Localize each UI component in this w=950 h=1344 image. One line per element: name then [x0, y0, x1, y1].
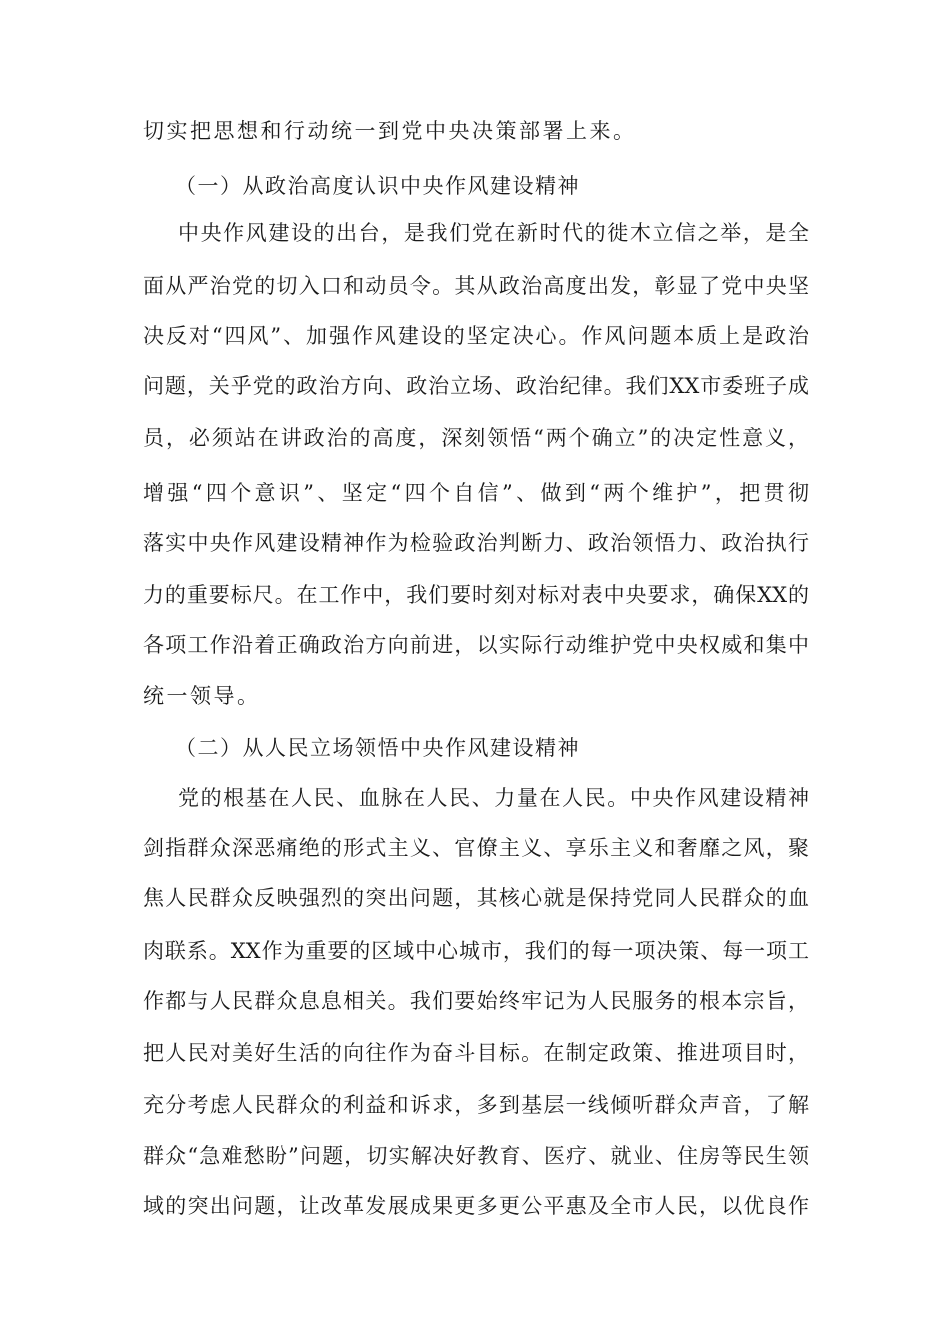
- text-line: 切实把思想和行动统一到党中央决策部署上来。: [143, 119, 637, 143]
- text-line: 群众“急难愁盼”问题，切实解决好教育、医疗、就业、住房等民生领: [143, 1144, 809, 1168]
- text-line: 剑指群众深恶痛绝的形式主义、官僚主义、享乐主义和奢靡之风，聚: [143, 836, 809, 860]
- text-line: 作都与人民群众息息相关。我们要始终牢记为人民服务的根本宗旨，: [143, 989, 809, 1013]
- text-line: 中央作风建设的出台，是我们党在新时代的徙木立信之举，是全: [178, 221, 809, 245]
- section-heading: （一）从政治高度认识中央作风建设精神: [175, 174, 580, 198]
- text-line: 力的重要标尺。在工作中，我们要时刻对标对表中央要求，确保XX的: [143, 583, 809, 607]
- text-line: 充分考虑人民群众的利益和诉求，多到基层一线倾听群众声音，了解: [143, 1093, 809, 1117]
- section-heading: （二）从人民立场领悟中央作风建设精神: [175, 736, 580, 760]
- text-line: 党的根基在人民、血脉在人民、力量在人民。中央作风建设精神: [178, 786, 809, 810]
- text-line: 肉联系。XX作为重要的区域中心城市，我们的每一项决策、每一项工: [143, 939, 809, 963]
- text-line: 各项工作沿着正确政治方向前进，以实际行动维护党中央权威和集中: [143, 633, 809, 657]
- text-line: 统一领导。: [143, 684, 261, 708]
- text-line: 域的突出问题，让改革发展成果更多更公平惠及全市人民，以优良作: [143, 1194, 809, 1218]
- text-line: 员，必须站在讲政治的高度，深刻领悟“两个确立”的决定性意义，: [143, 426, 809, 450]
- text-line: 焦人民群众反映强烈的突出问题，其核心就是保持党同人民群众的血: [143, 886, 809, 910]
- text-line: 把人民对美好生活的向往作为奋斗目标。在制定政策、推进项目时，: [143, 1041, 809, 1065]
- text-line: 增强“四个意识”、坚定“四个自信”、做到“两个维护”，把贯彻: [143, 481, 809, 505]
- text-line: 落实中央作风建设精神作为检验政治判断力、政治领悟力、政治执行: [143, 531, 809, 555]
- text-line: 面从严治党的切入口和动员令。其从政治高度出发，彰显了党中央坚: [143, 274, 809, 298]
- text-line: 决反对“四风”、加强作风建设的坚定决心。作风问题本质上是政治: [143, 324, 809, 348]
- text-line: 问题，关乎党的政治方向、政治立场、政治纪律。我们XX市委班子成: [143, 374, 809, 398]
